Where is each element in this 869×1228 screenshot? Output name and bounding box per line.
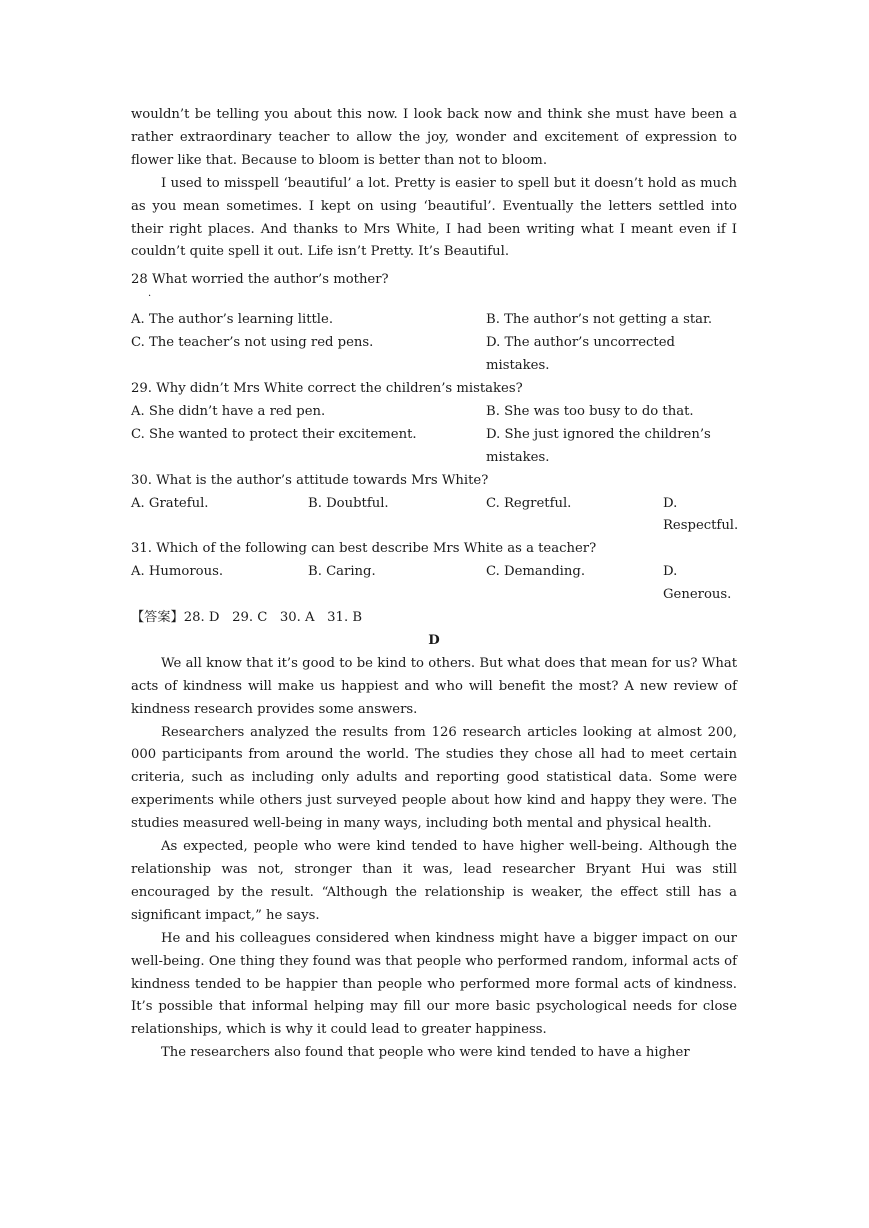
document-page — [131, 104, 737, 1065]
option-d: D. The author’s uncorrected mistakes. — [486, 335, 675, 374]
option-a: A. Grateful. — [131, 495, 209, 511]
answer-key: 【答案】28. D 29. C 30. A 31. B — [131, 610, 363, 626]
option-a: A. Humorous. — [131, 564, 224, 580]
question-stem: 30. What is the author’s attitude towards Mrs White? — [131, 472, 489, 488]
question-stem: 28 What worried the author’s mother? — [131, 272, 389, 288]
passage-paragraph: I used to misspell ‘beautiful’ a lot. Pretty is easier to spell but it doesn’t hold as much as you mean sometimes. I kept on using ‘beautiful’. Eventually the letters settled into their right places. And thanks to Mrs White, I had been writing what I meant even if I couldn’t quite spell it out. Life isn’t Pretty. It’s Beautiful. — [131, 175, 737, 260]
passage-paragraph: We all know that it’s good to be kind to others. But what does that mean for us? What acts of kindness will make us happiest and who will benefit the most? A new review of kindness research provides some answers. — [131, 655, 737, 717]
passage-paragraph: The researchers also found that people who were kind tended to have a higher — [161, 1045, 690, 1061]
option-b: B. Doubtful. — [308, 495, 389, 511]
question-options — [131, 493, 737, 539]
question-options — [131, 561, 737, 607]
option-c: C. Regretful. — [486, 495, 572, 511]
question-options — [131, 401, 737, 470]
option-d: D. She just ignored the children’s mistakes. — [486, 426, 711, 465]
option-d: D. Generous. — [663, 564, 732, 603]
question-stem: 31. Which of the following can best describe Mrs White as a teacher? — [131, 541, 597, 557]
option-a: A. The author’s learning little. — [131, 312, 334, 328]
section-heading: D — [428, 632, 440, 648]
option-c: C. She wanted to protect their excitement. — [131, 426, 417, 442]
option-a: A. She didn’t have a red pen. — [131, 403, 326, 419]
option-b: B. Caring. — [308, 564, 376, 580]
question-options — [131, 309, 737, 378]
option-b: B. The author’s not getting a star. — [486, 312, 713, 328]
option-d: D. Respectful. — [663, 495, 739, 534]
option-b: B. She was too busy to do that. — [486, 403, 694, 419]
passage-paragraph: wouldn’t be telling you about this now. I look back now and think she must have been a rather extraordinary teacher to allow the joy, wonder and excitement of expression to flower like that. Because to bloom is better than not to bloom. — [131, 107, 737, 168]
option-c: C. The teacher’s not using red pens. — [131, 335, 374, 351]
stray-mark: · — [148, 291, 152, 303]
option-c: C. Demanding. — [486, 564, 586, 580]
passage-paragraph: As expected, people who were kind tended to have higher well-being. Although the relationship was not, stronger than it was, lead researcher Bryant Hui was still encouraged by the result. “Although the relationship is weaker, the effect still has a significant impact,” he says. — [131, 839, 737, 923]
question-stem: 29. Why didn’t Mrs White correct the children’s mistakes? — [131, 380, 523, 396]
passage-paragraph: Researchers analyzed the results from 126 research articles looking at almost 200, 000 participants from around the world. The studies they chose all had to meet certain criteria, such as including only adults and reporting good statistical data. Some were experiments while others just surveyed people about how kind and happy they were. The studies measured well-being in many ways, including both mental and physical health. — [131, 724, 737, 832]
passage-paragraph: He and his colleagues considered when kindness might have a bigger impact on our well-being. One thing they found was that people who performed random, informal acts of kindness tended to be happier than people who performed more formal acts of kindness. It’s possible that informal helping may fill our more basic psychological needs for close relationships, which is why it could lead to greater happiness. — [131, 930, 737, 1038]
